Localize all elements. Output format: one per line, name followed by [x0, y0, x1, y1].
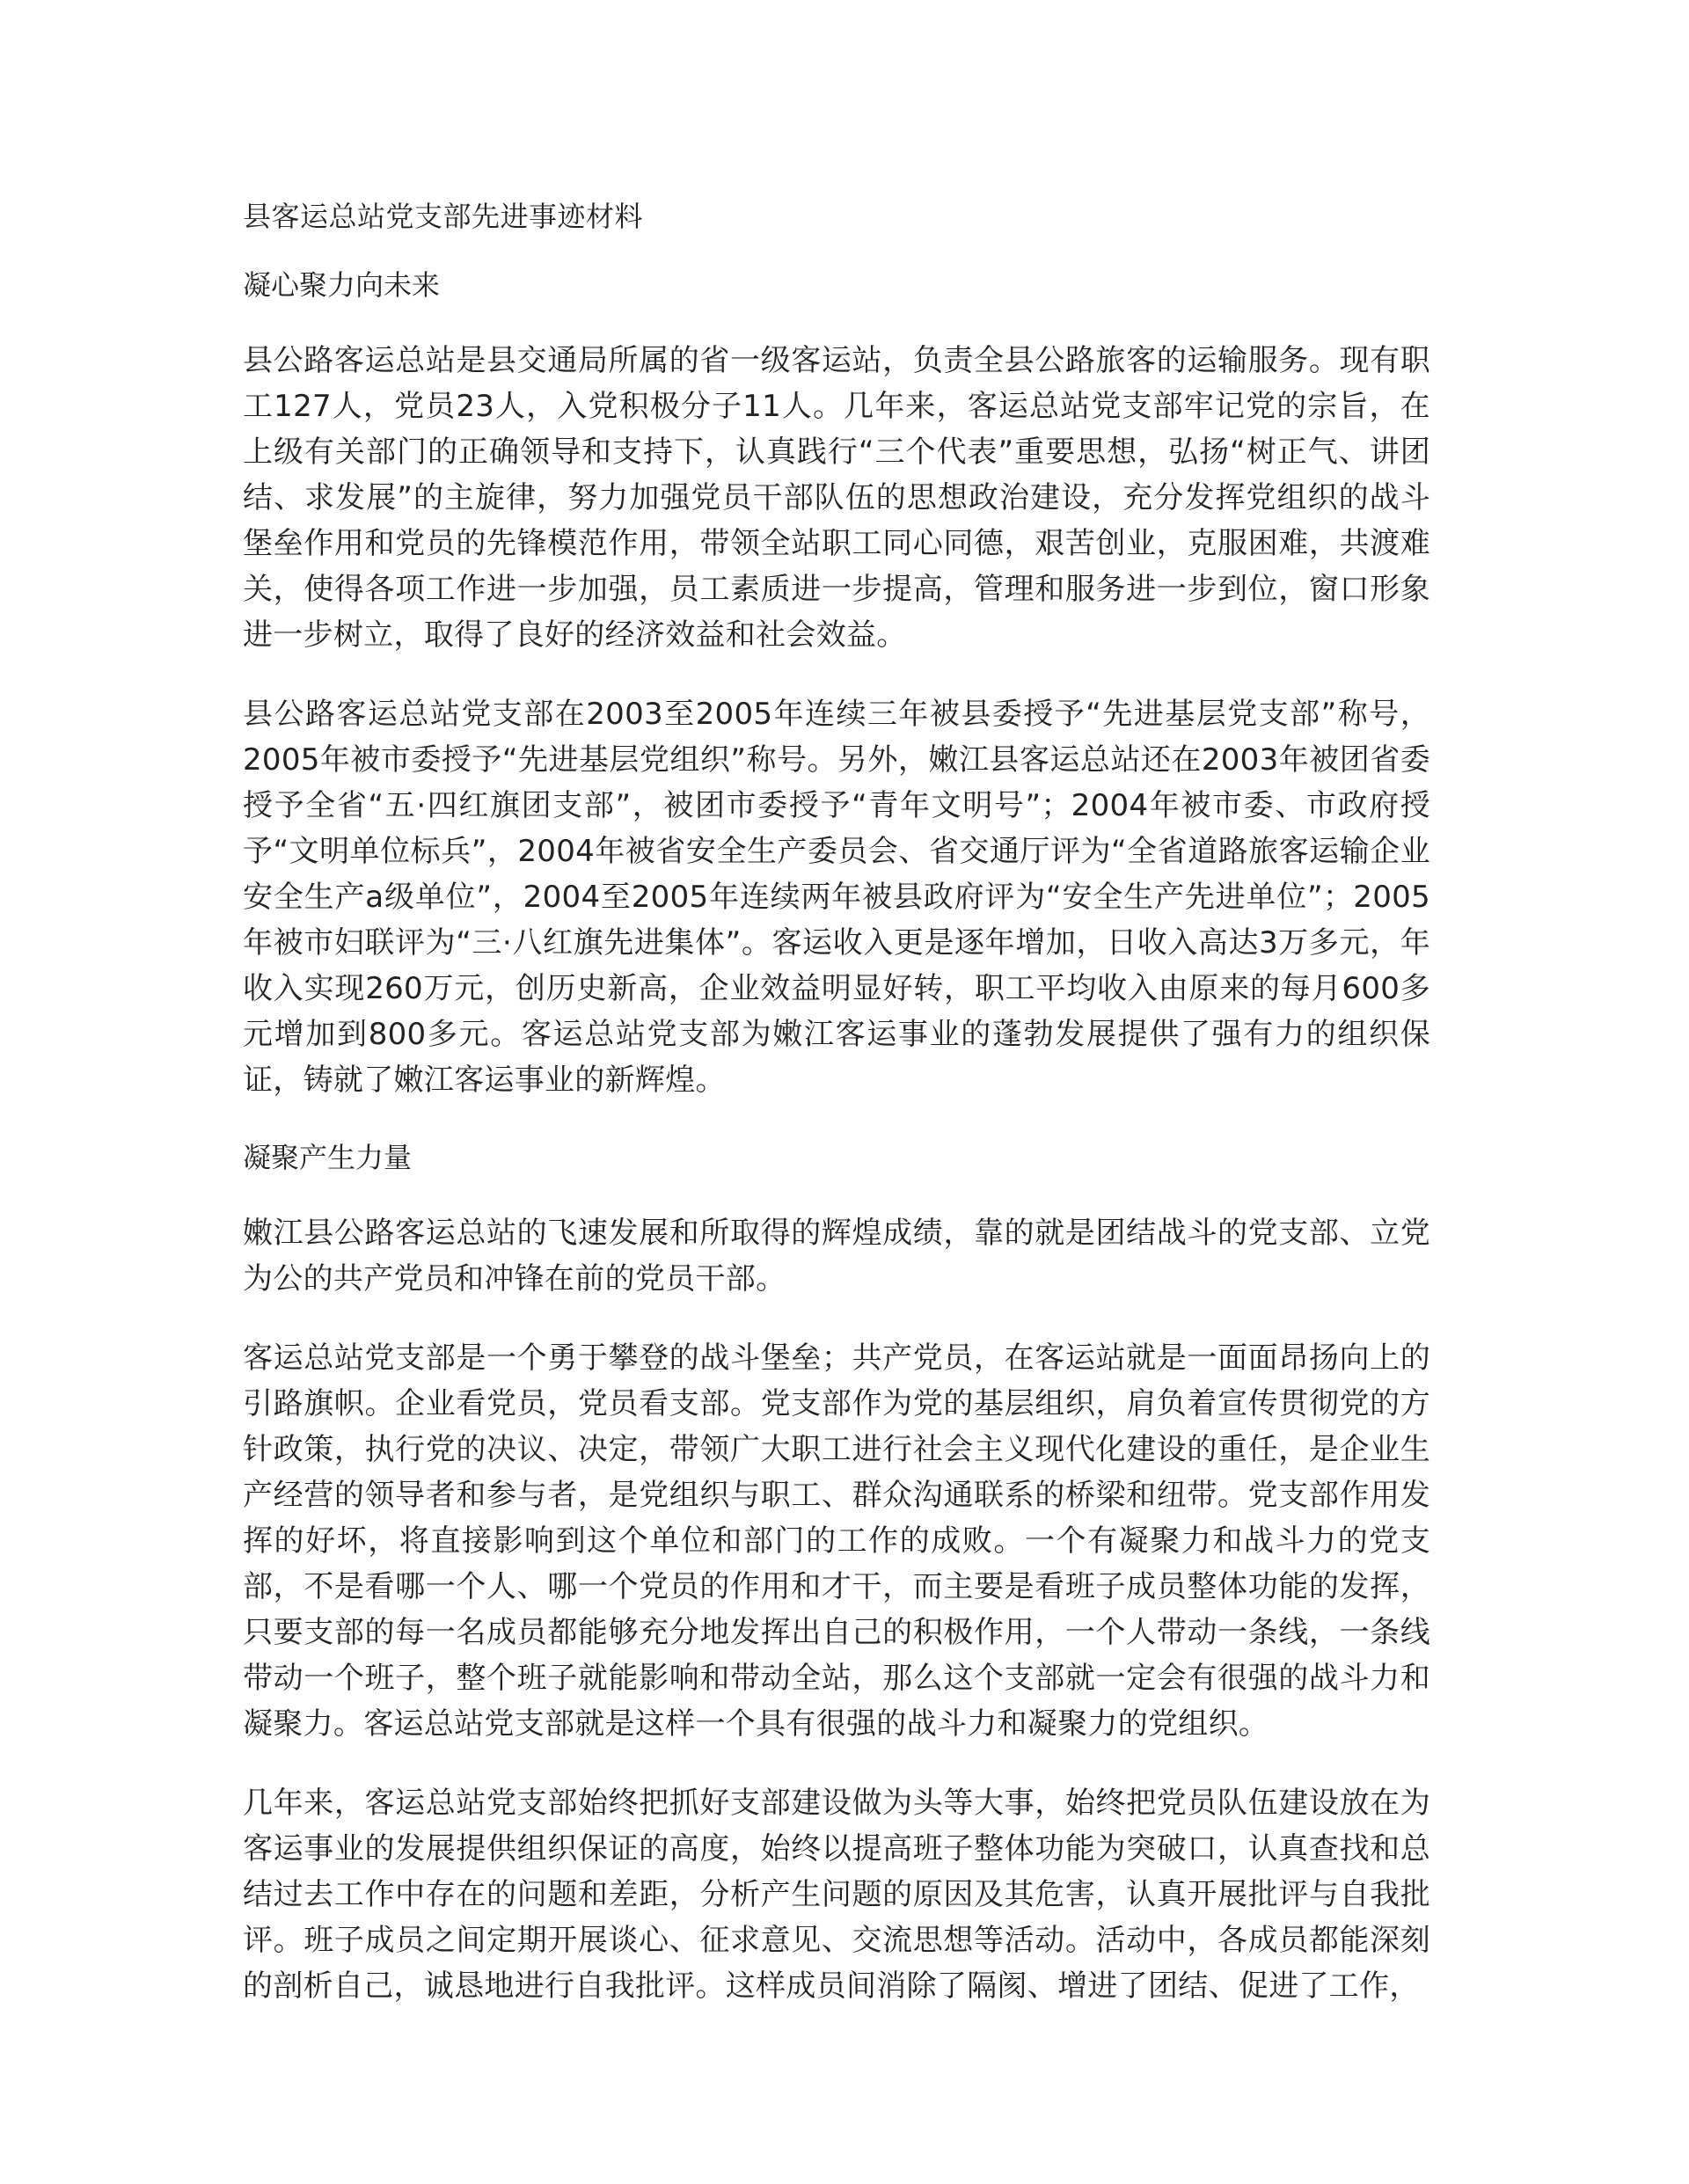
- paragraph: 县公路客运总站党支部在2003至2005年连续三年被县委授予“先进基层党支部”称号，2005年被市委授予“先进基层党组织”称号。另外，嫩江县客运总站还在2003年被团省委授予全省“五·四红旗团支部”，被团市委授予“青年文明号”；2004年被市委、市政府授予“文明单位标兵”，2004年被省安全生产委员会、省交通厅评为“全省道路旅客运输企业安全生产a级单位”，2004至2005年连续两年被县政府评为“安全生产先进单位”；2005年被市妇联评为“三·八红旗先进集体”。客运收入更是逐年增加，日收入高达3万多元，年收入实现260万元，创历史新高，企业效益明显好转，职工平均收入由原来的每月600多元增加到800多元。客运总站党支部为嫩江客运事业的蓬勃发展提供了强有力的组织保证，铸就了嫩江客运事业的新辉煌。: [243, 697, 1430, 1098]
- paragraph: 几年来，客运总站党支部始终把抓好支部建设做为头等大事，始终把党员队伍建设放在为客运事业的发展提供组织保证的高度，始终以提高班子整体功能为突破口，认真查找和总结过去工作中存在的问题和差距，分析产生问题的原因及其危害，认真开展批评与自我批评。班子成员之间定期开展谈心、征求意见、交流思想等活动。活动中，各成员都能深刻的剖析自己，诚恳地进行自我批评。这样成员间消除了隔阂、增进了团结、促进了工作，: [243, 1786, 1430, 2004]
- paragraph: 客运总站党支部是一个勇于攀登的战斗堡垒；共产党员，在客运站就是一面面昂扬向上的引路旗帜。企业看党员，党员看支部。党支部作为党的基层组织，肩负着宣传贯彻党的方针政策，执行党的决议、决定，带领广大职工进行社会主义现代化建设的重任，是企业生产经营的领导者和参与者，是党组织与职工、群众沟通联系的桥梁和纽带。党支部作用发挥的好坏，将直接影响到这个单位和部门的工作的成败。一个有凝聚力和战斗力的党支部，不是看哪一个人、哪一个党员的作用和才干，而主要是看班子成员整体功能的发挥，只要支部的每一名成员都能够充分地发挥出自己的积极作用，一个人带动一条线，一条线带动一个班子，整个班子就能影响和带动全站，那么这个支部就一定会有很强的战斗力和凝聚力。客运总站党支部就是这样一个具有很强的战斗力和凝聚力的党组织。: [243, 1340, 1430, 1742]
- paragraph: 嫩江县公路客运总站的飞速发展和所取得的辉煌成绩，靠的就是团结战斗的党支部、立党为公的共产党员和冲锋在前的党员干部。: [243, 1216, 1430, 1297]
- section: [243, 264, 1430, 1103]
- document-body: [243, 195, 1430, 2042]
- section: [243, 1136, 1430, 2009]
- paragraph: 县公路客运总站是县交通局所属的省一级客运站，负责全县公路旅客的运输服务。现有职工127人，党员23人，入党积极分子11人。几年来，客运总站党支部牢记党的宗旨，在上级有关部门的正确领导和支持下，认真践行“三个代表”重要思想，弘扬“树正气、讲团结、求发展”的主旋律，努力加强党员干部队伍的思想政治建设，充分发挥党组织的战斗堡垒作用和党员的先锋模范作用，带领全站职工同心同德，艰苦创业，克服困难，共渡难关，使得各项工作进一步加强，员工素质进一步提高，管理和服务进一步到位，窗口形象进一步树立，取得了良好的经济效益和社会效益。: [243, 343, 1430, 653]
- section-heading: 凝心聚力向未来: [243, 268, 441, 302]
- page-title: 县客运总站党支部先进事迹材料: [243, 200, 644, 233]
- section-heading: 凝聚产生力量: [243, 1141, 413, 1174]
